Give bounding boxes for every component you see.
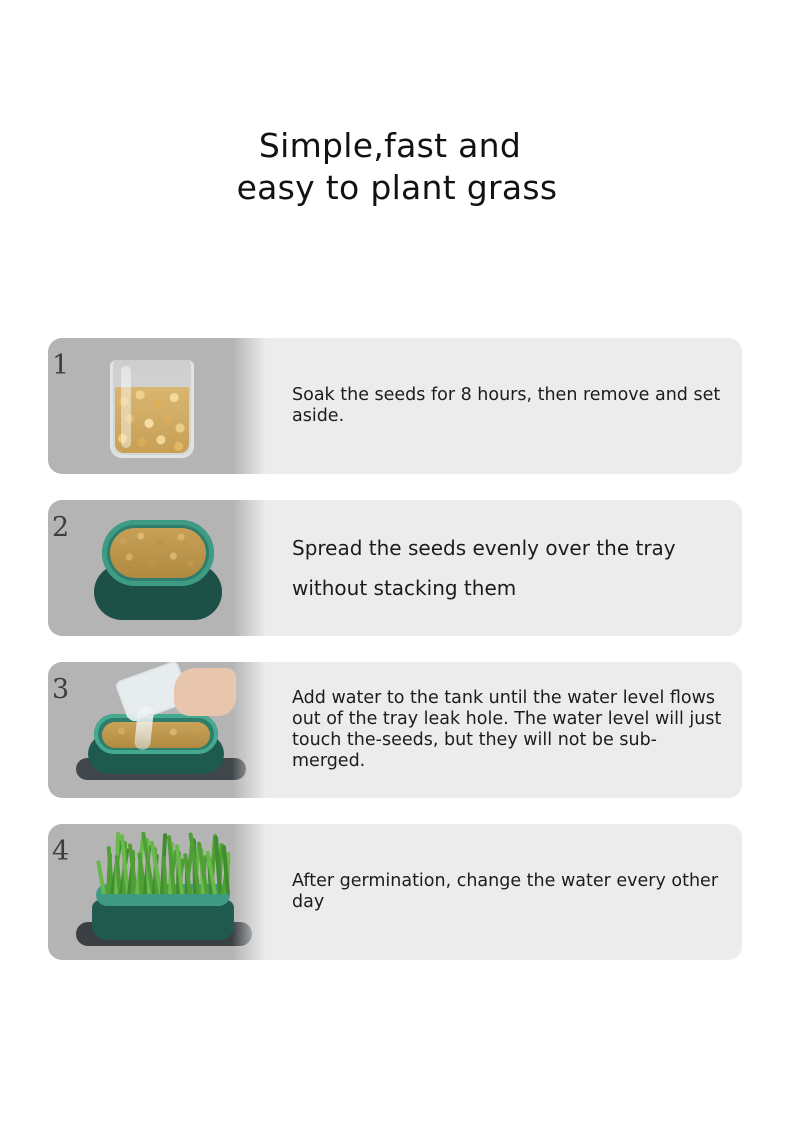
step-description: Add water to the tank until the water level flows out of the tray leak hole. The water level will just touch the-seeds, but they will not be sub-merged. xyxy=(292,688,722,771)
step-description: Soak the seeds for 8 hours, then remove and set aside. xyxy=(292,385,721,426)
step-description: After germination, change the water every other day xyxy=(292,871,719,912)
step-number: 3 xyxy=(52,674,70,705)
step-image-add-water xyxy=(48,662,266,798)
step-card-1 xyxy=(48,338,742,474)
photo-fade xyxy=(232,338,266,474)
title-line-1: Simple,fast and xyxy=(258,126,522,165)
step-item xyxy=(0,338,790,474)
step-text-container-4 xyxy=(266,824,742,960)
photo-fade xyxy=(232,662,266,798)
step-item xyxy=(0,500,790,636)
step-number: 2 xyxy=(52,512,70,543)
tray-icon xyxy=(94,520,222,620)
step-image-spread-seeds xyxy=(48,500,266,636)
water-tank xyxy=(92,900,234,940)
step-card-4 xyxy=(48,824,742,960)
tray-seeds xyxy=(102,722,210,748)
step-text-container-3 xyxy=(266,662,742,798)
step-description: Spread the seeds evenly over the tray without stacking them xyxy=(292,536,676,600)
step-text-container-1 xyxy=(266,338,742,474)
step-item xyxy=(0,824,790,960)
page-title xyxy=(0,125,790,209)
grass-blades xyxy=(100,828,228,894)
steps-list xyxy=(0,338,790,986)
step-image-germinated-grass xyxy=(48,824,266,960)
photo-fade xyxy=(232,824,266,960)
step-card-2 xyxy=(48,500,742,636)
step-card-3 xyxy=(48,662,742,798)
step-number: 4 xyxy=(52,836,70,867)
step-item xyxy=(0,662,790,798)
title-line-2: easy to plant grass xyxy=(236,168,558,208)
step-image-soak-seeds xyxy=(48,338,266,474)
glass-icon xyxy=(110,360,194,458)
tray-seeds xyxy=(110,528,206,578)
hand-icon xyxy=(174,668,236,716)
step-number: 1 xyxy=(52,350,70,381)
photo-fade xyxy=(232,500,266,636)
step-text-container-2 xyxy=(266,500,742,636)
glass-highlight xyxy=(121,366,131,448)
